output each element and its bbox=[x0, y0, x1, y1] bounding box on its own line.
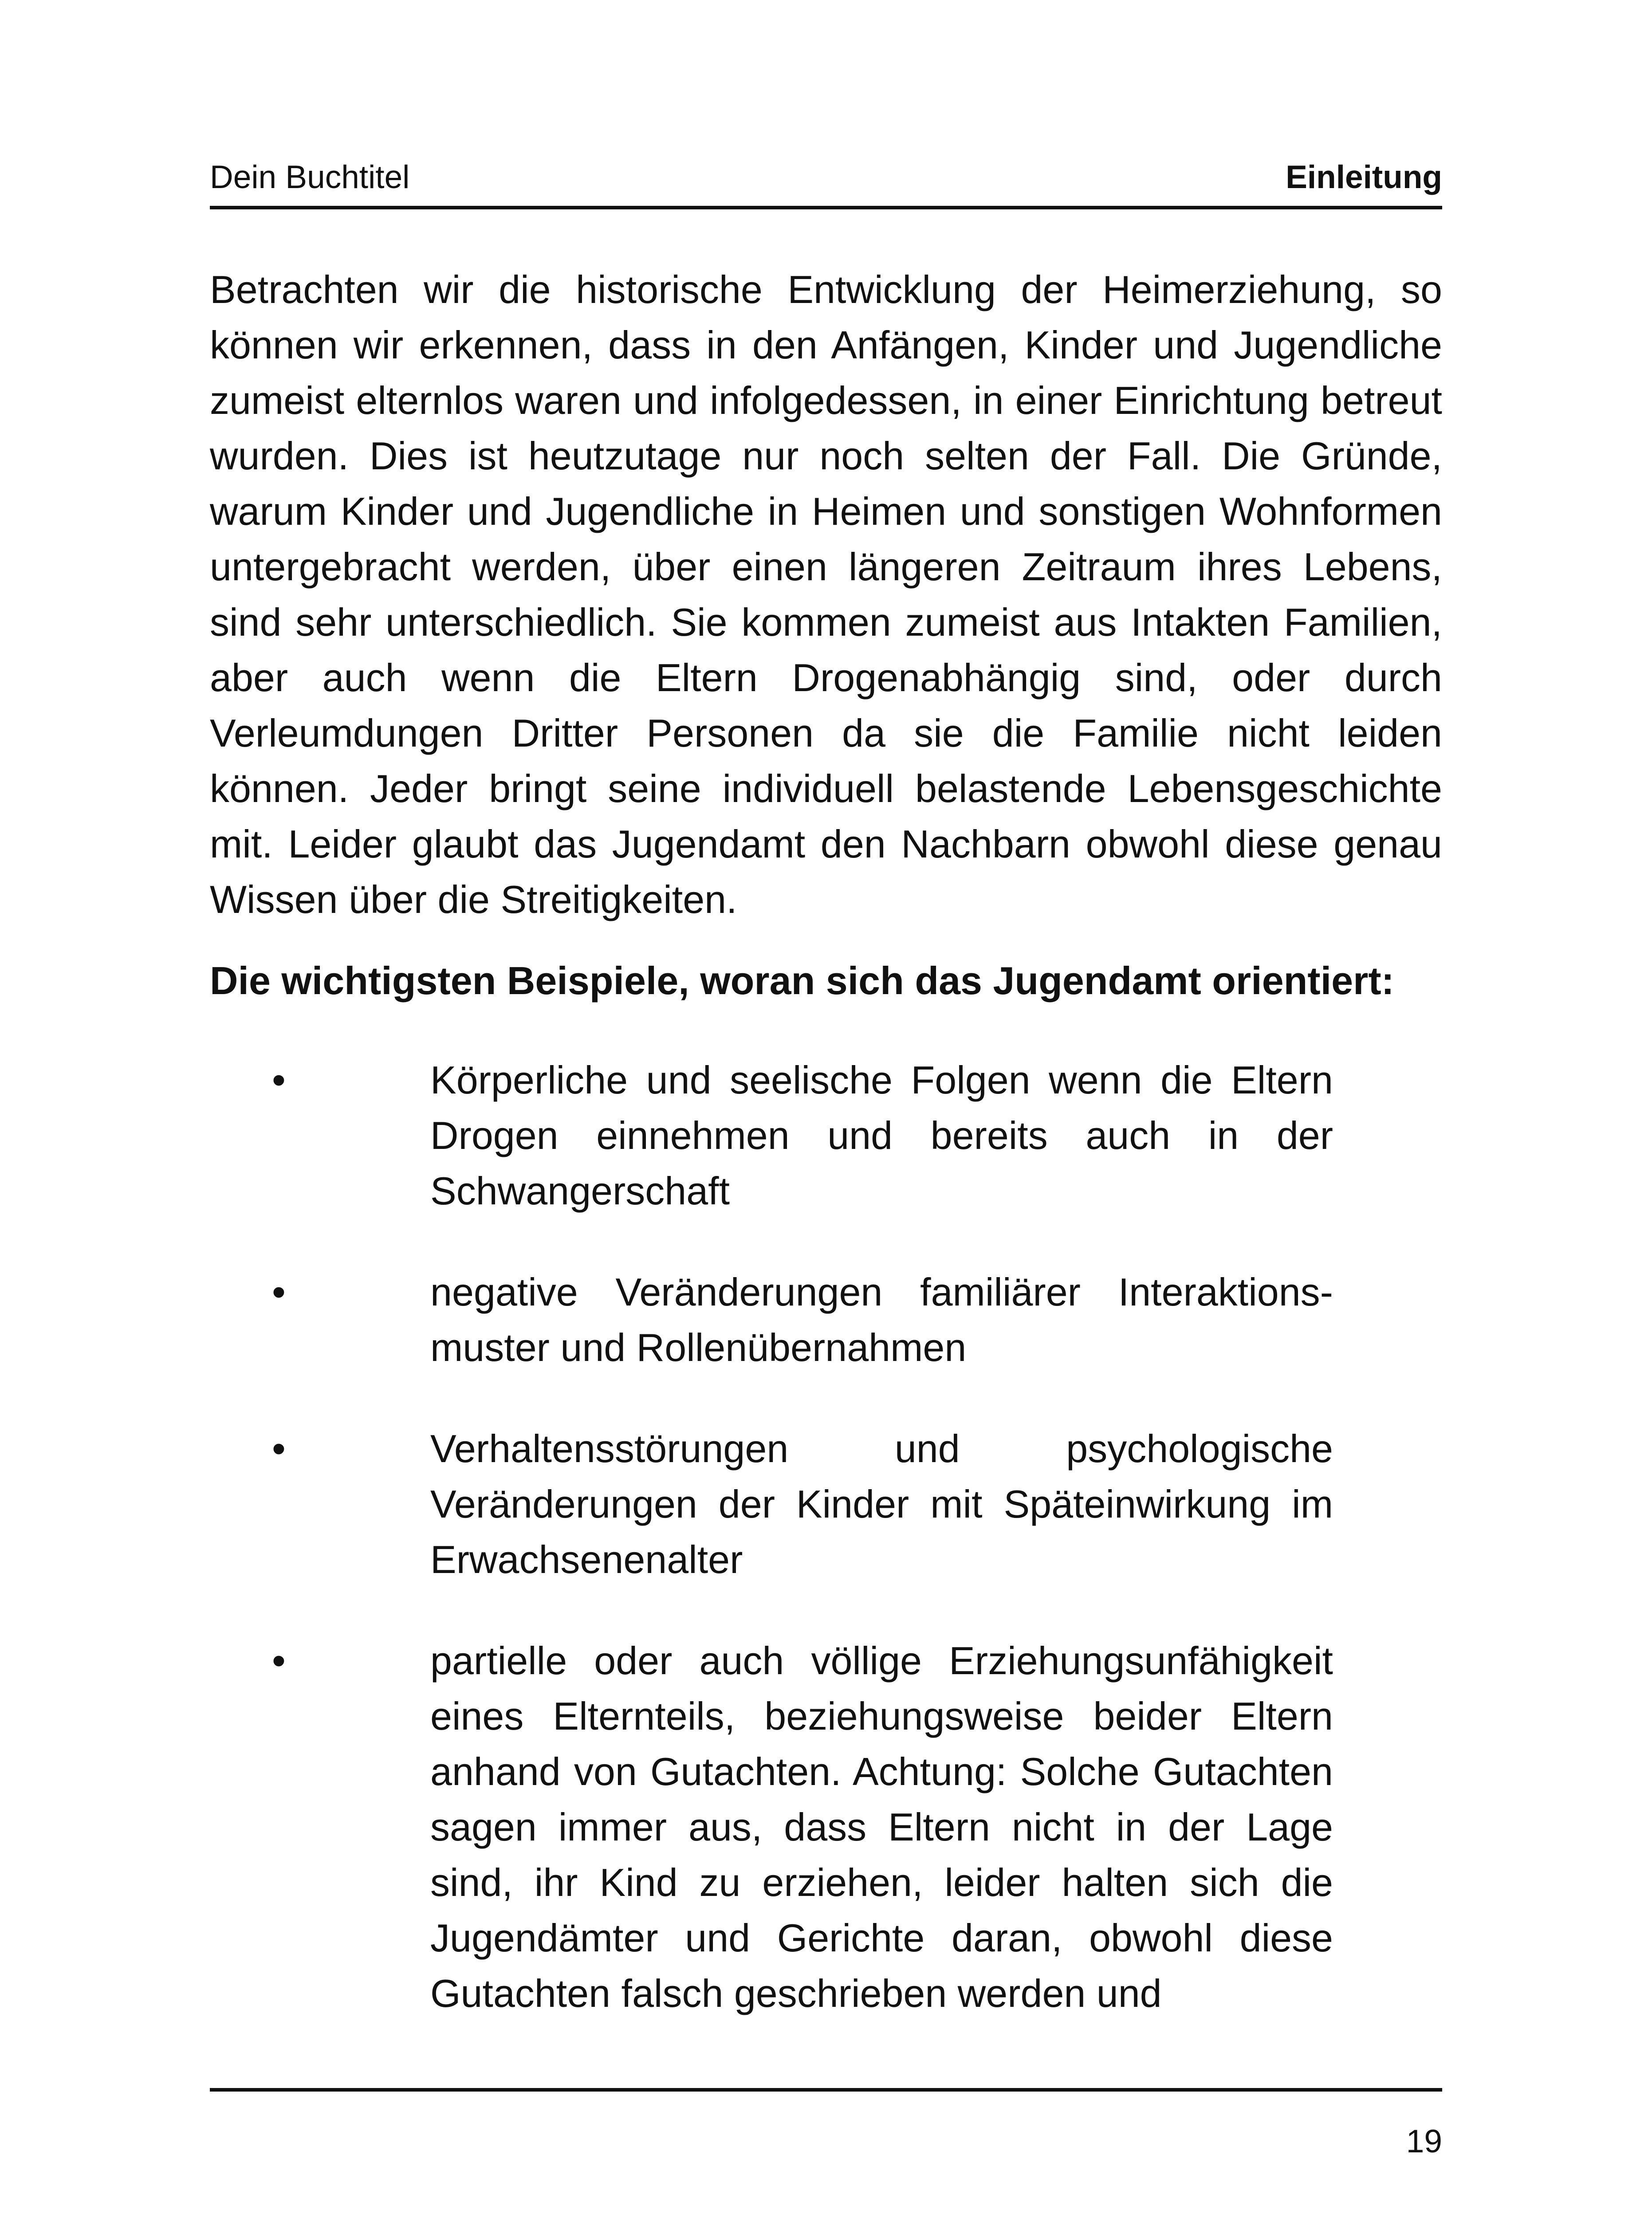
list-item bbox=[210, 1421, 1333, 1587]
bullet-list bbox=[210, 1052, 1333, 2067]
book-title: Dein Buchtitel bbox=[210, 159, 410, 195]
body-paragraph: Betrachten wir die historische Entwicklung der Heimerziehung, so können wir erkennen, dass in den Anfängen, Kinder und Jugendliche zumeist elternlos waren und infolgedessen, in einer Einrichtung betreut wurden. Dies ist heutzutage nur noch selten der Fall. Die Gründe, warum Kinder und Jugendliche in Heimen und sonstigen Wohnformen untergebracht werden, über einen längeren Zeitraum ihres Lebens, sind sehr unterschiedlich. Sie kommen zumeist aus Intakten Familien, aber auch wenn die Eltern Drogenabhängig sind, oder durch Verleumdungen Dritter Personen da sie die Familie nicht leiden können. Jeder bringt seine individuell belastende Lebensgeschichte mit. Leider glaubt das Jugendamt den Nachbarn obwohl diese genau Wissen über die Streitigkeiten. bbox=[210, 267, 1442, 921]
chapter-title: Einleitung bbox=[1286, 159, 1442, 195]
bullet-icon: • bbox=[272, 1270, 286, 1314]
section-heading: Die wichtigsten Beispiele, woran sich das Jugendamt orientiert: bbox=[210, 959, 1394, 1003]
list-item-text: negative Veränderungen familiärer Interaktions-muster und Rollenübernahmen bbox=[430, 1270, 1333, 1369]
bullet-icon: • bbox=[272, 1058, 286, 1102]
bullet-icon: • bbox=[272, 1427, 286, 1471]
running-header bbox=[210, 155, 1442, 200]
page-number: 19 bbox=[1406, 2124, 1442, 2159]
list-item bbox=[210, 1264, 1333, 1375]
bullet-icon: • bbox=[272, 1639, 286, 1683]
footer-rule bbox=[210, 2088, 1442, 2092]
list-item-text: Verhaltensstörungen und psychologische Veränderungen der Kinder mit Späteinwirkung im Erwachsenenalter bbox=[430, 1427, 1333, 1581]
list-item-text: Körperliche und seelische Folgen wenn die Eltern Drogen einnehmen und bereits auch in der Schwangerschaft bbox=[430, 1058, 1333, 1213]
list-item bbox=[210, 1633, 1333, 2021]
list-item bbox=[210, 1052, 1333, 1219]
header-rule bbox=[210, 206, 1442, 209]
list-item-text: partielle oder auch völlige Erziehungsunfähigkeit eines Elternteils, beziehungsweise beider Eltern anhand von Gutachten. Achtung: Solche Gutachten sagen immer aus, dass Eltern nicht in der Lage sind, ihr Kind zu erziehen, leider halten sich die Jugendämter und Gerichte daran, obwohl diese Gutachten falsch geschrieben werden und bbox=[430, 1639, 1333, 2015]
